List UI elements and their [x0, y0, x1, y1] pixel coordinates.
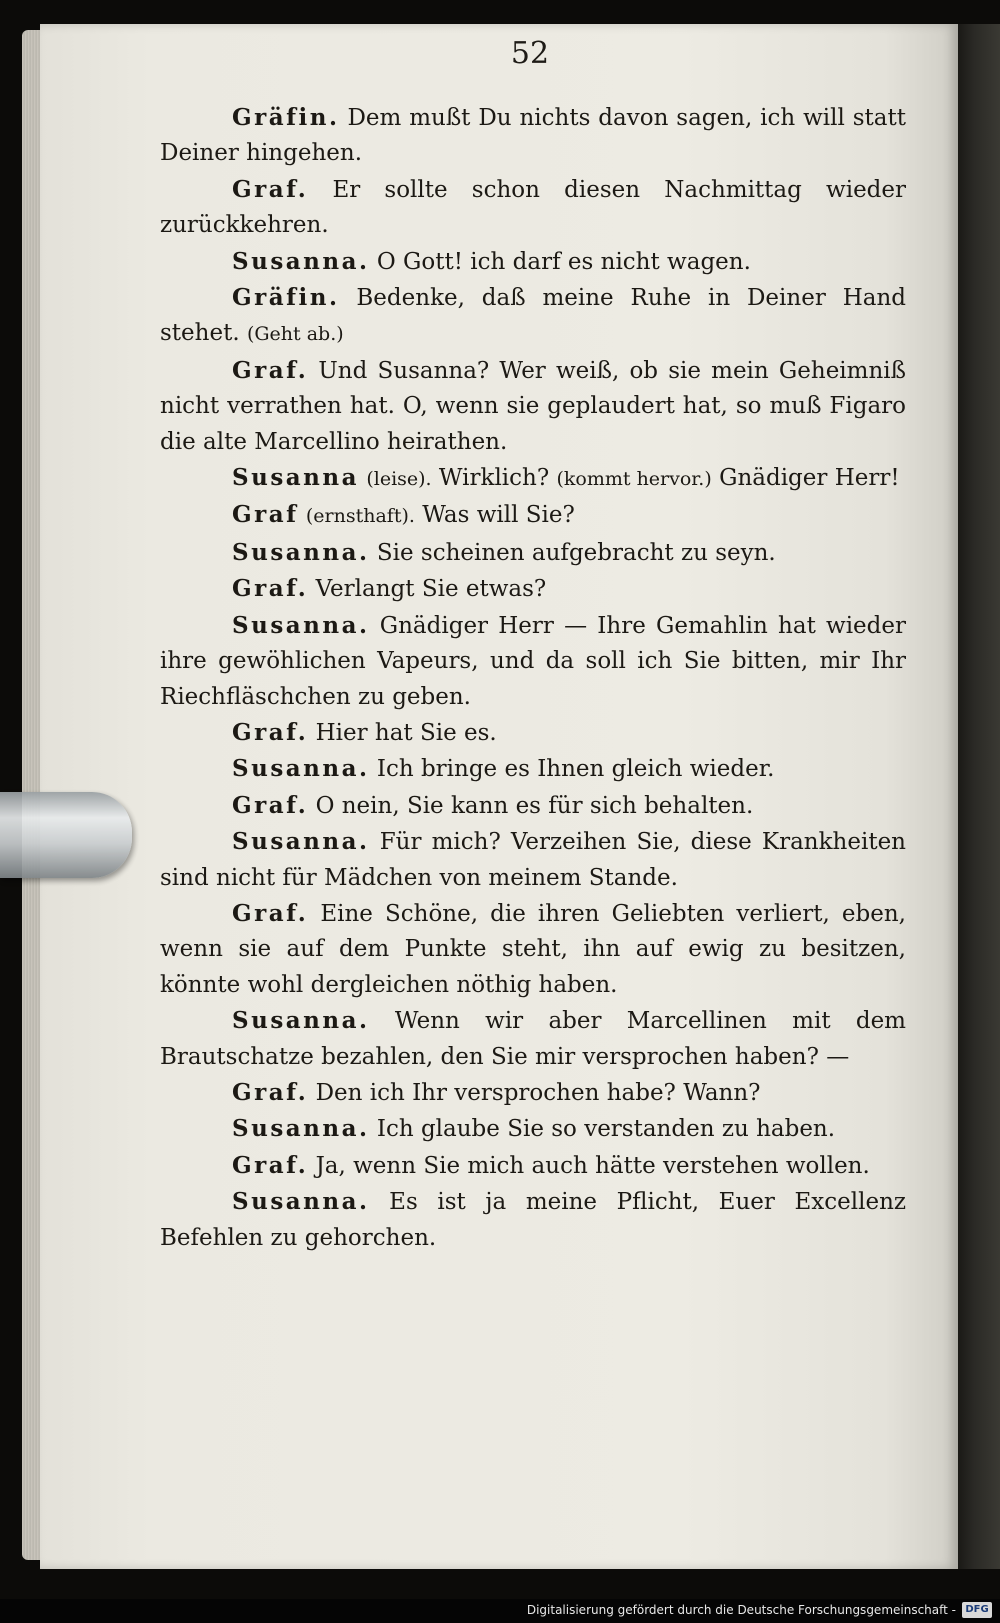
speaker-name: Graf.	[232, 1078, 309, 1106]
dialogue-line	[160, 751, 906, 787]
speaker-name: Graf.	[232, 356, 309, 384]
spoken-text: Den ich Ihr versprochen habe? Wann?	[315, 1079, 761, 1106]
speaker-name: Susanna.	[232, 611, 370, 639]
speaker-name: Susanna	[232, 464, 360, 492]
speaker-name: Graf.	[232, 899, 309, 927]
dialogue-line	[160, 1184, 906, 1256]
speaker-name: Susanna.	[232, 247, 370, 275]
dialogue-line	[160, 280, 906, 353]
spoken-text: Eine Schöne, die ihren Geliebten verliert, eben, wenn sie auf dem Punkte steht, ihn auf ewig zu besitzen, könnte wohl dergleichen nöthig haben.	[160, 900, 906, 998]
speaker-name: Graf	[232, 501, 299, 529]
spoken-text: Es ist ja meine Pflicht, Euer Excellenz Befehlen zu gehorchen.	[160, 1189, 907, 1251]
spoken-text: Hier hat Sie es.	[315, 719, 497, 746]
spoken-text: Gnädiger Herr!	[719, 465, 900, 492]
spoken-text: Ich bringe es Ihnen gleich wieder.	[376, 756, 775, 783]
dialogue-text	[160, 100, 906, 1256]
dialogue-line	[160, 608, 906, 715]
speaker-name: Graf.	[232, 575, 309, 603]
spoken-text: O nein, Sie kann es für sich behalten.	[315, 792, 754, 819]
dialogue-line	[160, 460, 906, 497]
spoken-text: Verlangt Sie etwas?	[315, 576, 547, 603]
dialogue-line	[160, 896, 906, 1003]
dialogue-line	[160, 244, 906, 280]
speaker-name: Susanna.	[232, 828, 370, 856]
spoken-text: Und Susanna? Wer weiß, ob sie mein Geheimniß nicht verrathen hat. O, wenn sie geplaudert hat, so muß Figaro die alte Marcellino heirathen.	[160, 357, 906, 455]
spoken-text: Gnädiger Herr — Ihre Gemahlin hat wieder ihre gewöhlichen Vapeurs, und da soll ich Sie bitten, mir Ihr Riechfläschchen zu geben.	[160, 612, 906, 710]
speaker-name: Gräfin.	[232, 284, 340, 312]
dialogue-line	[160, 788, 906, 824]
speaker-name: Graf.	[232, 718, 309, 746]
dialogue-line	[160, 172, 906, 244]
stage-direction: (ernsthaft).	[305, 505, 415, 528]
spoken-text: Für mich? Verzeihen Sie, diese Krankheiten sind nicht für Mädchen von meinem Stande.	[160, 829, 906, 891]
spoken-text: Was will Sie?	[422, 502, 575, 529]
stage-direction: (Geht ab.)	[246, 323, 344, 346]
footer-bar	[0, 1599, 1000, 1623]
dialogue-line	[160, 715, 906, 751]
speaker-name: Graf.	[232, 1151, 309, 1179]
dialogue-line	[160, 1111, 906, 1147]
speaker-name: Susanna.	[232, 1007, 370, 1035]
page-number: 52	[510, 36, 550, 71]
spoken-text: Wirklich?	[438, 465, 550, 492]
speaker-name: Graf.	[232, 791, 309, 819]
spoken-text: O Gott! ich darf es nicht wagen.	[376, 248, 751, 275]
speaker-name: Gräfin.	[232, 104, 340, 131]
speaker-name: Susanna.	[232, 1188, 370, 1216]
dialogue-line	[160, 824, 906, 896]
spoken-text: Ich glaube Sie so verstanden zu haben.	[376, 1116, 836, 1143]
facing-page-edge	[958, 24, 1000, 1569]
dialogue-line	[160, 1075, 906, 1111]
spoken-text: Wenn wir aber Marcellinen mit dem Brautschatze bezahlen, den Sie mir versprochen haben? —	[160, 1008, 906, 1070]
spoken-text: Dem mußt Du nichts davon sagen, ich will statt Deiner hingehen.	[160, 105, 906, 167]
speaker-name: Susanna.	[232, 538, 370, 566]
dialogue-line	[160, 535, 906, 571]
spoken-text: Ja, wenn Sie mich auch hätte verstehen wollen.	[315, 1152, 870, 1179]
dfg-logo: DFG	[962, 1602, 992, 1618]
speaker-name: Graf.	[232, 175, 309, 203]
dialogue-line	[160, 497, 906, 534]
dialogue-line	[160, 1003, 906, 1075]
dialogue-line	[160, 571, 906, 607]
stage-direction: (kommt hervor.)	[556, 468, 712, 491]
speaker-name: Susanna.	[232, 1115, 370, 1143]
dialogue-line	[160, 353, 906, 460]
footer-credit: Digitalisierung gefördert durch die Deutsche Forschungsgemeinschaft -	[526, 1603, 956, 1617]
dialogue-line	[160, 100, 906, 172]
spoken-text: Er sollte schon diesen Nachmittag wieder zurückkehren.	[160, 176, 907, 239]
spoken-text: Bedenke, daß meine Ruhe in Deiner Hand stehet.	[160, 285, 906, 347]
dialogue-line	[160, 1148, 906, 1184]
bookmark-clip	[0, 792, 132, 878]
stage-direction: (leise).	[366, 468, 432, 491]
spoken-text: Sie scheinen aufgebracht zu seyn.	[376, 539, 776, 566]
speaker-name: Susanna.	[232, 755, 370, 783]
